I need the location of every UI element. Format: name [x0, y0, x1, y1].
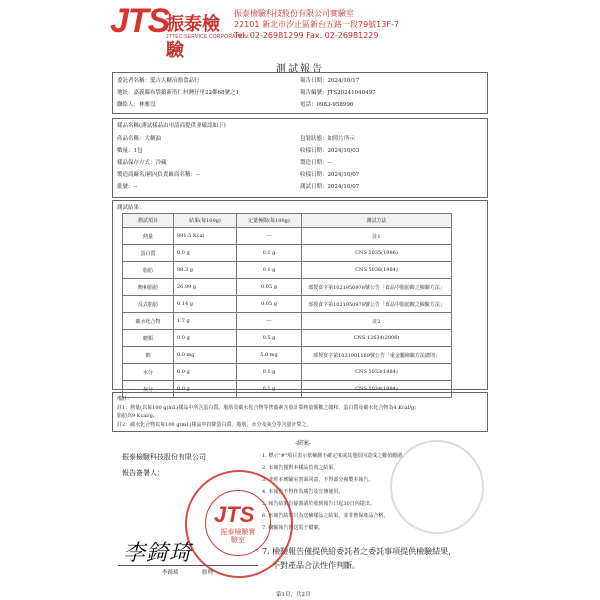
table-header-row [123, 214, 452, 228]
note-2: 註2：碳水化合物以每100 g(mL)樣品中扣除蛋白質、脂肪、水分及灰分等含量計算之。 [117, 422, 312, 428]
cell-method: 部授食字第1021950978號公告「食品中脂肪酸之檢驗方法」 [302, 279, 452, 296]
cell-result: 0.0 g [174, 381, 237, 398]
cell-method: 部授食字第1031901169號公告「重金屬檢驗方法總則」 [302, 347, 452, 364]
cell-limit: 0.05 g [237, 296, 302, 313]
table-row [123, 245, 452, 262]
cell-result: 0.0 g [174, 245, 237, 262]
signoff-company: 振泰檢驗科技股份有限公司 [122, 453, 206, 461]
table-row [123, 228, 452, 245]
cell-method: 部授食字第1021950978號公告「食品中脂肪酸之檢驗方法」 [302, 296, 452, 313]
conclusion-item: 4. 本報告不得作為廣告及宣傳使用。 [262, 489, 344, 495]
logo-mark: JTS [110, 2, 170, 40]
table-row [123, 279, 452, 296]
cell-limit: --- [237, 228, 302, 245]
col-header-method: 測試方法 [302, 214, 452, 228]
col-header-result: 結果(每100g) [174, 214, 237, 228]
company-name: 振泰檢驗科技股份有限公司實驗室 [234, 9, 354, 18]
start-date: 收樣日期：2024/10/07 [300, 172, 360, 178]
page-number: 第1頁，共2頁 [276, 592, 311, 598]
cell-method: CNS 12634(2006) [302, 330, 452, 347]
company-contact [234, 8, 399, 41]
report-date: 報告日期：2024/10/17 [300, 78, 360, 84]
conclusion-statement-2: 不對產品合法性作判斷。 [272, 561, 360, 570]
sample-heading: 樣品名稱(測試樣品由申請商提供並確認如下) [117, 123, 226, 129]
cell-result: 0.0 g [174, 330, 237, 347]
cell-item: 反式脂肪 [123, 296, 174, 313]
cell-result: 0.14 g [174, 296, 237, 313]
cell-result: 98.3 g [174, 262, 237, 279]
results-heading: 測試結果： [117, 205, 145, 211]
conclusion-heading: -結案- [295, 440, 312, 447]
cell-result: 891.5 Kcal [174, 228, 237, 245]
company-address: 22101 新北市汐止區新台五路一段79號13F-7 [234, 20, 399, 29]
manufacture-date: 製造日期：-- [300, 160, 332, 166]
logo-chinese: 振泰檢驗 [166, 14, 220, 61]
cell-item: 熱量 [123, 228, 174, 245]
stamp-text: 振泰檢驗實驗室 [220, 528, 256, 544]
cell-item: 碳水化合物 [123, 313, 174, 330]
cell-limit: 5.0 mg [237, 347, 302, 364]
cell-limit: 0.5 g [237, 330, 302, 347]
cell-limit: 0.1 g [237, 364, 302, 381]
results-table [122, 213, 452, 398]
col-header-limit: 定量極限(每100g) [237, 214, 302, 228]
conclusion-item: 2. 本報告僅對本樣品負責之結果。 [262, 465, 339, 471]
cell-method: CNS 5035(1986) [302, 245, 452, 262]
table-row [123, 313, 452, 330]
handwritten-signature: 李錡琦 [123, 541, 193, 566]
cell-item: 脂肪 [123, 262, 174, 279]
letterhead [110, 2, 530, 61]
cell-item: 鈉 [123, 347, 174, 364]
test-date: 測試日期：2024/10/07 [300, 184, 360, 190]
table-row [123, 364, 452, 381]
sample-quantity: 數量：1包 [117, 148, 143, 154]
manufacturer: 製造商廠名/國內負責廠商名稱：-- [117, 172, 200, 178]
cell-method: CNS 5036(1984) [302, 262, 452, 279]
watermark-seal [390, 440, 484, 534]
conclusion-item: 6. 本報告結果只為送檢樣品之結果，並非擔保產品合格。 [262, 513, 389, 519]
cell-method: 註2 [302, 313, 452, 330]
package-status: 包裝狀態：如照片所示 [300, 136, 356, 142]
cell-item: 飽和脂肪 [123, 279, 174, 296]
signer-name: 李錡琦 [162, 570, 179, 576]
company-logo [110, 2, 249, 61]
conclusion-item: 3. 非經本實驗室書面同意，不得部分複製本報告。 [262, 477, 374, 483]
received-date: 收樣日期：2024/10/03 [300, 148, 360, 154]
conclusion-statement-1: 7. 檢驗報告僅提供給委託者之委託事項提供檢驗結果， [262, 547, 457, 556]
cell-result: 0.0 g [174, 364, 237, 381]
results-body [123, 228, 452, 398]
table-row [123, 330, 452, 347]
page-title: 測試報告 [276, 64, 324, 75]
conclusion-item: 1. 標示"#"項目表示依檢測不確定度或其他原因造成之數值範圍。 [262, 453, 408, 459]
cell-limit: 0.1 g [237, 262, 302, 279]
conclusion-item: 5. 報告結果有疑義請於收到報告日起30日內提出。 [262, 501, 375, 507]
cell-method: CNS 5033(1984) [302, 364, 452, 381]
client-contact: 聯絡人：林雅沒 [117, 102, 156, 108]
report-number: 報告編號：JTS20241040497 [300, 90, 376, 96]
cell-item: 糖類 [123, 330, 174, 347]
client-name: 委託者名稱：愛吉大糖冶漁食品行 [117, 78, 200, 84]
cell-limit: 0.1 g [237, 245, 302, 262]
cell-method: 註1 [302, 228, 452, 245]
cell-item: 水分 [123, 364, 174, 381]
col-header-item: 測試項目 [123, 214, 174, 228]
company-phone: Tel. 02-26981299 Fax. 02-26981229 [234, 31, 379, 40]
client-address: 地址：嘉義縣布袋鎮新厝仁村灣仔里22鄰68號之1 [117, 90, 239, 96]
stamp-logo: JTS [214, 502, 255, 527]
cell-limit: --- [237, 313, 302, 330]
cell-item: 灰分 [123, 381, 174, 398]
signature-line [118, 565, 258, 566]
batch-number: 批號：-- [117, 184, 138, 190]
product-name: 產品名稱：大糖油 [117, 136, 162, 142]
sample-storage: 樣品保存方式：冷藏 [117, 160, 167, 166]
cell-item: 蛋白質 [123, 245, 174, 262]
cell-result: 0.0 mg [174, 347, 237, 364]
notes-heading: 備註： [117, 396, 133, 402]
cell-method: CNS 5034(1984) [302, 381, 452, 398]
table-row [123, 296, 452, 313]
conclusion-item: 7. 檢驗報告僅送電子檔案。 [262, 525, 324, 531]
table-row [123, 262, 452, 279]
cell-result: 1.7 g [174, 313, 237, 330]
note-1-continued: 脂肪為9 Kcal/g。 [117, 413, 158, 419]
logo-english: JTTEC SERVICE CORPORATION [166, 34, 249, 40]
cell-result: 26.99 g [174, 279, 237, 296]
signer-label: 報告簽署人： [122, 469, 164, 477]
note-1: 註1：熱量(以每100 g(mL)樣品中所含蛋白質、脂肪及碳水化合物等營養素含量計算熱量係數之總和，蛋白質及碳水化合物為4 Kcal/g； [117, 405, 420, 411]
cell-limit: 0.05 g [237, 279, 302, 296]
client-phone: 電話：0983-958996 [300, 102, 354, 108]
table-row [123, 347, 452, 364]
signer-title: 經理 [202, 570, 214, 576]
cell-limit: 0.1 g [237, 381, 302, 398]
